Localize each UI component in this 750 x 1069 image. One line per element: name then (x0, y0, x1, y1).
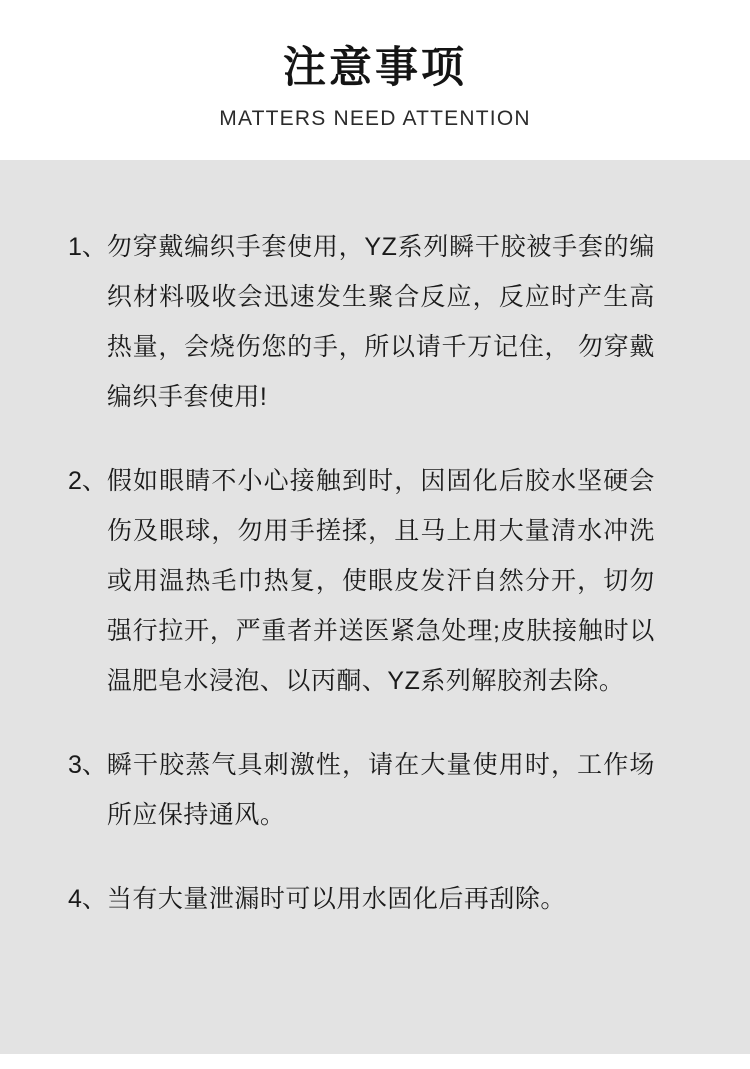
list-item-text: 瞬干胶蒸气具刺激性，请在大量使用时，工作场所应保持通风。 (106, 751, 655, 830)
list-item (40, 874, 710, 924)
list-item (40, 740, 710, 840)
page-title: 注意事项 (283, 44, 467, 92)
list-item (40, 456, 710, 706)
page-header (0, 0, 750, 131)
list-item-marker: 3、 (68, 751, 107, 780)
list-item-text: 勿穿戴编织手套使用，YZ系列瞬干胶被手套的编织材料吸收会迅速发生聚合反应，反应时产生高热量，会烧伤您的手，所以请千万记住， 勿穿戴编织手套使用! (106, 233, 655, 412)
list-item-text: 当有大量泄漏时可以用水固化后再刮除。 (106, 885, 566, 914)
list-item (40, 222, 710, 422)
page-subtitle: MATTERS NEED ATTENTION (219, 107, 531, 131)
list-item-marker: 2、 (68, 467, 107, 496)
list-item-marker: 4、 (68, 885, 107, 914)
list-item-marker: 1、 (68, 233, 107, 262)
list-item-text: 假如眼睛不小心接触到时，因固化后胶水坚硬会伤及眼球，勿用手搓揉，且马上用大量清水冲洗或用温热毛巾热复，使眼皮发汗自然分开，切勿强行拉开，严重者并送医紧急处理;皮肤接触时以温肥皂水浸泡、以丙酮、YZ系列解胶剂去除。 (106, 467, 655, 696)
notes-panel (0, 160, 750, 1054)
